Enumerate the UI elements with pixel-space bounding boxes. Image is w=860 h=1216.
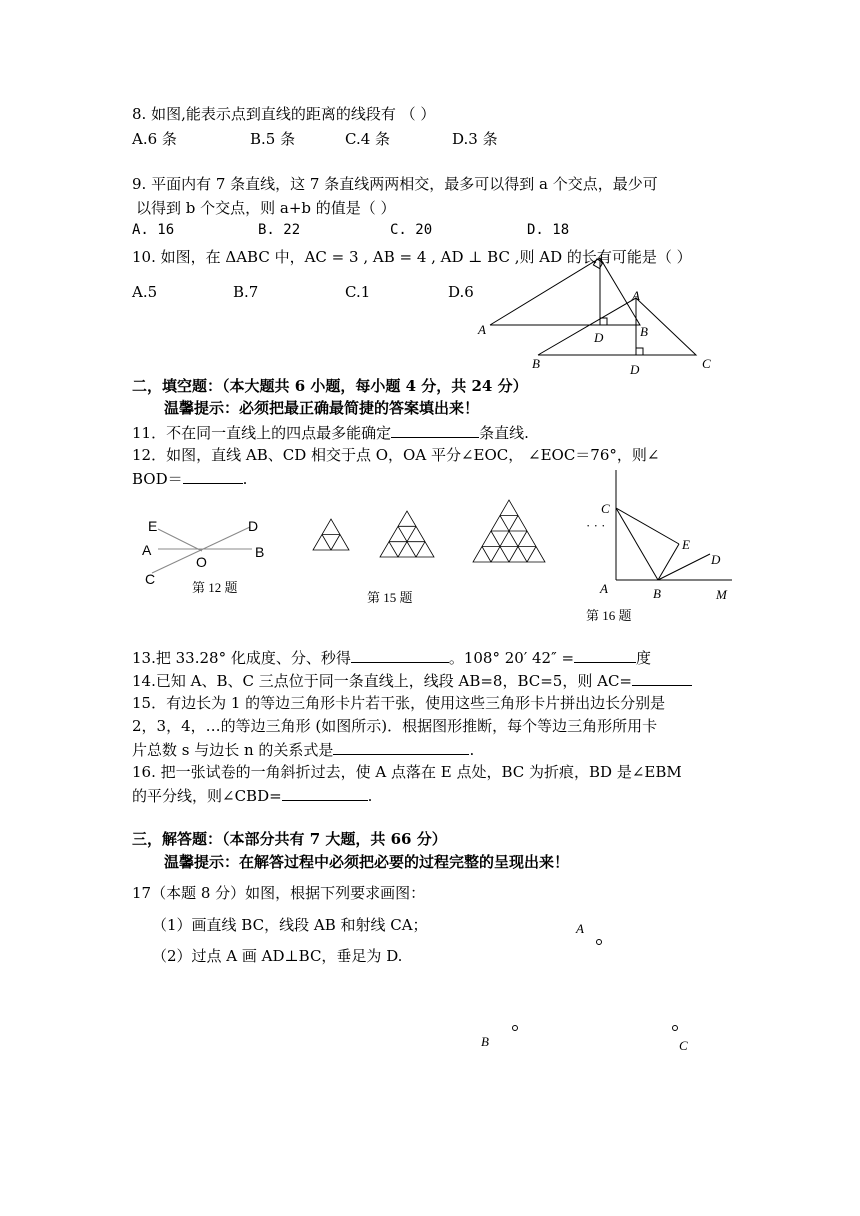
fig17-point-b — [513, 1026, 518, 1031]
q10-label-d-left: D — [594, 330, 604, 345]
q11-suffix: 条直线. — [479, 424, 529, 442]
fig15-triangle-n4 — [473, 500, 545, 562]
fig12-label-o: O — [196, 554, 207, 570]
fig15-triangle-n2 — [313, 519, 349, 550]
fig12-label-b: B — [255, 544, 265, 560]
q10-right-angle-left — [600, 318, 607, 325]
fig17-label-c: C — [679, 1038, 688, 1053]
section3-tip: 温馨提示：在解答过程中必须把必要的过程完整的呈现出来！ — [164, 853, 570, 871]
section2-tip: 温馨提示：必须把最正确最简捷的答案填出来！ — [164, 399, 480, 417]
q15-answer-blank[interactable] — [333, 739, 469, 755]
fig12-ray-oe — [158, 529, 202, 551]
q13-suffix: 度 — [636, 649, 652, 667]
q10-label-b-left: B — [640, 324, 648, 339]
q9-option-c: C. 20 — [390, 222, 433, 238]
q9-option-d: D. 18 — [527, 222, 570, 238]
fig16-label-d: D — [711, 552, 721, 567]
q12-line2: BOD＝ . — [132, 470, 248, 488]
q9-line1: 9. 平面内有 7 条直线，这 7 条直线两两相交，最多可以得到 a 个交点，最少可 — [132, 175, 658, 193]
q8-option-b: B.5 条 — [250, 130, 296, 148]
fig17-point-a — [597, 940, 602, 945]
section3-title: 三，解答题：（本部分共有 7 大题，共 66 分） — [132, 830, 447, 848]
q15-prefix: 片总数 s 与边长 n 的关系式是 — [132, 741, 334, 759]
fig16-label-c: C — [601, 501, 610, 516]
q10-stem: 10. 如图，在 ΔABC 中，AC = 3 , AB = 4 , AD ⊥ BC ,则 AD 的长有可能是（ ） — [132, 248, 692, 266]
q9-line2: 以得到 b 个交点，则 a+b 的值是（ ） — [136, 199, 396, 217]
q10-triangle-right — [538, 298, 696, 355]
q8-stem: 8. 如图,能表示点到直线的距离的线段有 （ ） — [132, 105, 436, 123]
q17-requirement-2: （2）过点 A 画 AD⊥BC，垂足为 D. — [152, 947, 403, 965]
fig17-label-a: A — [576, 921, 584, 936]
fig16-ellipsis: · · · — [586, 518, 606, 533]
fig17 — [470, 915, 710, 1055]
q11 — [132, 422, 529, 443]
q8-option-a: A.6 条 — [132, 130, 177, 148]
q14-answer-blank[interactable] — [632, 670, 692, 686]
q10-label-a-left: A — [478, 322, 486, 337]
q10-label-c-right: C — [702, 356, 711, 371]
q10-right-angle-right — [636, 348, 643, 355]
q8-option-c: C.4 条 — [345, 130, 391, 148]
q12-prefix: BOD＝ — [132, 470, 183, 488]
fig12-label-c: C — [145, 571, 156, 587]
q12-line1: 12．如图，直线 AB、CD 相交于点 O，OA 平分∠EOC， ∠EOC＝76°，则∠ — [132, 446, 660, 464]
q16-line2: 的平分线，则∠CBD= . — [132, 787, 373, 805]
q8-option-d: D.3 条 — [452, 130, 498, 148]
q15-line1: 15．有边长为 1 的等边三角形卡片若干张，使用这些三角形卡片拼出边长分别是 — [132, 694, 666, 712]
fig12 — [140, 515, 280, 600]
fig16-label-e: E — [682, 537, 690, 552]
fig16-fold-bc — [616, 508, 658, 580]
fig15-triangle-n3 — [380, 511, 434, 557]
q9-option-b: B. 22 — [258, 222, 301, 238]
fig17-label-b: B — [481, 1034, 489, 1049]
q10-label-d-right: D — [630, 362, 640, 377]
q16-answer-blank[interactable] — [282, 785, 368, 801]
q14 — [132, 670, 692, 691]
q10-option-c: C.1 — [345, 283, 371, 301]
fig16-caption: 第 16 题 — [586, 608, 632, 623]
q16-prefix: 的平分线，则∠CBD= — [132, 787, 282, 805]
fig16-segment-ce — [616, 508, 679, 544]
q13-answer-blank-1[interactable] — [351, 647, 449, 663]
q10-option-b: B.7 — [233, 283, 259, 301]
q13 — [132, 647, 651, 668]
fig12-label-a: A — [142, 542, 152, 558]
q17-requirement-1: （1）画直线 BC，线段 AB 和射线 CA； — [152, 916, 428, 934]
q11-answer-blank[interactable] — [391, 422, 479, 438]
q15-line3: 片总数 s 与边长 n 的关系式是 . — [132, 741, 475, 759]
q10-triangle-left — [490, 258, 640, 325]
fig17-point-c — [673, 1026, 678, 1031]
q14-text: 14.已知 A、B、C 三点位于同一条直线上，线段 AB=8，BC=5，则 AC= — [132, 672, 632, 690]
fig15 — [305, 500, 565, 610]
fig16 — [580, 470, 740, 630]
fig16-label-m: M — [716, 587, 727, 602]
q16-line1: 16. 把一张试卷的一角斜折过去，使 A 点落在 E 点处，BC 为折痕，BD 是∠EBM — [132, 763, 682, 781]
fig16-label-a: A — [600, 581, 608, 596]
fig12-caption: 第 12 题 — [192, 580, 238, 595]
fig12-label-e: E — [148, 518, 158, 534]
q13-middle: 。108° 20′ 42″ = — [448, 649, 575, 667]
q13-prefix: 13.把 33.28° 化成度、分、秒得 — [132, 649, 351, 667]
fig12-label-d: D — [248, 518, 259, 534]
q12-answer-blank[interactable] — [183, 468, 243, 484]
q10-figure — [470, 250, 730, 380]
q10-label-a-right: A — [632, 288, 640, 303]
q10-option-d: D.6 — [448, 283, 474, 301]
q10-label-b-right: B — [532, 356, 540, 371]
fig15-caption: 第 15 题 — [367, 590, 413, 605]
q15-line2: 2，3，4，…的等边三角形 (如图所示)．根据图形推断，每个等边三角形所用卡 — [132, 717, 658, 735]
q11-prefix: 11．不在同一直线上的四点最多能确定 — [132, 424, 392, 442]
fig16-label-b: B — [653, 586, 661, 601]
section2-title: 二，填空题：（本大题共 6 小题，每小题 4 分，共 24 分） — [132, 377, 528, 395]
q13-answer-blank-2[interactable] — [574, 647, 636, 663]
q9-option-a: A. 16 — [132, 222, 175, 238]
q10-option-a: A.5 — [132, 283, 158, 301]
q17-stem: 17（本题 8 分）如图，根据下列要求画图： — [132, 884, 426, 902]
